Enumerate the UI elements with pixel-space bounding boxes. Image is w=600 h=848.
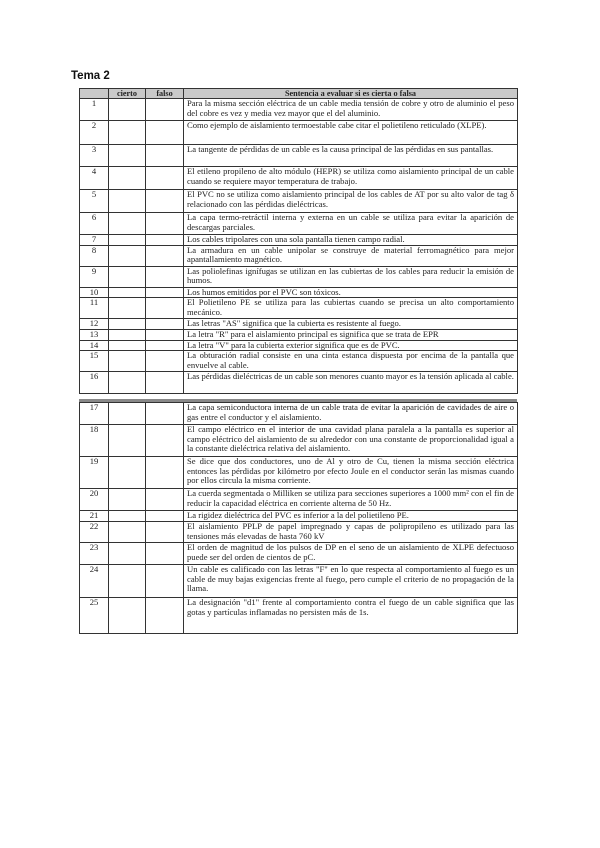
falso-cell[interactable] (146, 121, 184, 145)
statement-row (80, 213, 518, 235)
statement-row (80, 319, 518, 330)
falso-cell[interactable] (146, 403, 184, 425)
statement-text: La capa termo-retráctil interna y externa en un cable se utiliza para evitar la aparición de descargas parciales. (184, 213, 518, 235)
row-number: 5 (80, 190, 109, 213)
statement-text: La obturación radial consiste en una cinta estanca dispuesta por encima de la pantalla que envuelve al cable. (184, 351, 518, 372)
statement-text: La tangente de pérdidas de un cable es la causa principal de las pérdidas en sus pantallas. (184, 145, 518, 167)
statement-row (80, 340, 518, 351)
row-number: 8 (80, 245, 109, 266)
cierto-cell[interactable] (109, 372, 146, 394)
row-number: 22 (80, 522, 109, 543)
statement-row (80, 245, 518, 266)
row-number: 19 (80, 457, 109, 489)
falso-cell[interactable] (146, 213, 184, 235)
cierto-cell[interactable] (109, 330, 146, 341)
statement-row (80, 425, 518, 457)
falso-cell[interactable] (146, 266, 184, 287)
cierto-cell[interactable] (109, 245, 146, 266)
header-number (80, 89, 109, 99)
cierto-cell[interactable] (109, 287, 146, 298)
statement-row (80, 266, 518, 287)
statement-text: Las pérdidas dieléctricas de un cable son menores cuanto mayor es la tensión aplicada al cable. (184, 372, 518, 394)
row-number: 18 (80, 425, 109, 457)
header-falso: falso (146, 89, 184, 99)
statement-row (80, 372, 518, 394)
row-number: 21 (80, 511, 109, 522)
statement-text: El campo eléctrico en el interior de una cavidad plana paralela a la pantalla es superior al campo eléctrico del aislamiento de su alrededor con una constante de proporcionalidad igual a la constante dieléctrica relativa del aislamiento. (184, 425, 518, 457)
statement-text: Como ejemplo de aislamiento termoestable cabe citar el polietileno reticulado (XLPE). (184, 121, 518, 145)
cierto-cell[interactable] (109, 351, 146, 372)
falso-cell[interactable] (146, 145, 184, 167)
statement-row (80, 167, 518, 190)
statement-text: El aislamiento PPLP de papel impregnado y capas de polipropileno es utilizado para las tensiones más elevadas de hasta 760 kV (184, 522, 518, 543)
falso-cell[interactable] (146, 372, 184, 394)
row-number: 12 (80, 319, 109, 330)
cierto-cell[interactable] (109, 190, 146, 213)
cierto-cell[interactable] (109, 511, 146, 522)
statement-text: El PVC no se utiliza como aislamiento principal de los cables de AT por su alto valor de tag δ relacionado con las pérdidas dieléctricas. (184, 190, 518, 213)
cierto-cell[interactable] (109, 266, 146, 287)
statement-text: Se dice que dos conductores, uno de Al y otro de Cu, tienen la misma sección eléctrica entonces las pérdidas por kilómetro por efecto Joule en el conductor serán las mismas cuando por ellos circula la misma corriente. (184, 457, 518, 489)
cierto-cell[interactable] (109, 167, 146, 190)
row-number: 20 (80, 489, 109, 511)
falso-cell[interactable] (146, 425, 184, 457)
header-cierto: cierto (109, 89, 146, 99)
statement-row (80, 403, 518, 425)
row-number: 2 (80, 121, 109, 145)
cierto-cell[interactable] (109, 403, 146, 425)
falso-cell[interactable] (146, 190, 184, 213)
statement-row (80, 190, 518, 213)
cierto-cell[interactable] (109, 522, 146, 543)
header-row (80, 89, 518, 99)
row-number: 11 (80, 298, 109, 319)
falso-cell[interactable] (146, 340, 184, 351)
row-number: 7 (80, 235, 109, 246)
cierto-cell[interactable] (109, 340, 146, 351)
falso-cell[interactable] (146, 565, 184, 598)
row-number: 23 (80, 543, 109, 565)
statement-row (80, 121, 518, 145)
statement-row (80, 330, 518, 341)
falso-cell[interactable] (146, 167, 184, 190)
cierto-cell[interactable] (109, 213, 146, 235)
falso-cell[interactable] (146, 543, 184, 565)
row-number: 10 (80, 287, 109, 298)
falso-cell[interactable] (146, 298, 184, 319)
statement-text: Un cable es calificado con las letras "F" en lo que respecta al comportamiento al fuego es un cable de muy bajas exigencias frente al fuego, pero cumple el criterio de no propagación de la llama. (184, 565, 518, 598)
falso-cell[interactable] (146, 330, 184, 341)
falso-cell[interactable] (146, 99, 184, 121)
statement-text: La capa semiconductora interna de un cable trata de evitar la aparición de cavidades de aire o gas entre el conductor y el aislamiento. (184, 403, 518, 425)
cierto-cell[interactable] (109, 598, 146, 634)
statement-text: El Polietileno PE se utiliza para las cubiertas cuando se precisa un alto comportamiento mecánico. (184, 298, 518, 319)
cierto-cell[interactable] (109, 99, 146, 121)
statement-row (80, 457, 518, 489)
cierto-cell[interactable] (109, 489, 146, 511)
statement-row (80, 522, 518, 543)
statement-row (80, 145, 518, 167)
cierto-cell[interactable] (109, 543, 146, 565)
statement-text: La letra "R" para el aislamiento principal es significa que se trata de EPR (184, 330, 518, 341)
statement-row (80, 287, 518, 298)
cierto-cell[interactable] (109, 319, 146, 330)
row-number: 17 (80, 403, 109, 425)
cierto-cell[interactable] (109, 457, 146, 489)
statement-row (80, 565, 518, 598)
statement-row (80, 598, 518, 634)
header-statement: Sentencia a evaluar si es cierta o falsa (184, 89, 518, 99)
statement-row (80, 99, 518, 121)
row-number: 4 (80, 167, 109, 190)
row-number: 14 (80, 340, 109, 351)
falso-cell[interactable] (146, 489, 184, 511)
statement-row (80, 351, 518, 372)
statement-text: El orden de magnitud de los pulsos de DP en el seno de un aislamiento de XLPE defectuoso puede ser del orden de cientos de pC. (184, 543, 518, 565)
cierto-cell[interactable] (109, 235, 146, 246)
statement-text: La designación "d1" frente al comportamiento contra el fuego de un cable significa que las gotas y partículas inflamadas no persisten más de 1s. (184, 598, 518, 634)
falso-cell[interactable] (146, 287, 184, 298)
falso-cell[interactable] (146, 351, 184, 372)
row-number: 6 (80, 213, 109, 235)
statement-row (80, 489, 518, 511)
statement-text: Los cables tripolares con una sola pantalla tienen campo radial. (184, 235, 518, 246)
row-number: 24 (80, 565, 109, 598)
statement-text: Las letras "AS" significa que la cubierta es resistente al fuego. (184, 319, 518, 330)
cierto-cell[interactable] (109, 121, 146, 145)
falso-cell[interactable] (146, 457, 184, 489)
statement-row (80, 235, 518, 246)
row-number: 13 (80, 330, 109, 341)
statement-text: La letra "V" para la cubierta exterior significa que es de PVC. (184, 340, 518, 351)
falso-cell[interactable] (146, 598, 184, 634)
statement-text: La cuerda segmentada o Milliken se utiliza para secciones superiores a 1000 mm² con el fin de reducir la capacidad eléctrica en corriente alterna de 50 Hz. (184, 489, 518, 511)
statement-text: La armadura en un cable unipolar se construye de material ferromagnético para mejor apantallamiento magnético. (184, 245, 518, 266)
row-number: 9 (80, 266, 109, 287)
falso-cell[interactable] (146, 319, 184, 330)
section-title: Tema 2 (71, 70, 110, 82)
row-number: 3 (80, 145, 109, 167)
cierto-cell[interactable] (109, 298, 146, 319)
statement-text: Los humos emitidos por el PVC son tóxicos. (184, 287, 518, 298)
cierto-cell[interactable] (109, 565, 146, 598)
falso-cell[interactable] (146, 522, 184, 543)
statement-row (80, 511, 518, 522)
statement-row (80, 298, 518, 319)
cierto-cell[interactable] (109, 425, 146, 457)
statement-text: Para la misma sección eléctrica de un cable media tensión de cobre y otro de aluminio el peso del cobre es vez y media vez mayor que el del aluminio. (184, 99, 518, 121)
row-number: 16 (80, 372, 109, 394)
falso-cell[interactable] (146, 511, 184, 522)
row-number: 1 (80, 99, 109, 121)
statements-table-part-1 (79, 88, 518, 394)
statements-table-part-2 (79, 402, 518, 634)
row-number: 15 (80, 351, 109, 372)
statement-text: Las poliolefinas ignífugas se utilizan en las cubiertas de los cables para reducir la emisión de humos. (184, 266, 518, 287)
statement-text: El etileno propileno de alto módulo (HEPR) se utiliza como aislamiento principal de un cable cuando se requiere mayor temperatura de trabajo. (184, 167, 518, 190)
statement-text: La rigidez dieléctrica del PVC es inferior a la del polietileno PE. (184, 511, 518, 522)
cierto-cell[interactable] (109, 145, 146, 167)
row-number: 25 (80, 598, 109, 634)
falso-cell[interactable] (146, 245, 184, 266)
statement-row (80, 543, 518, 565)
falso-cell[interactable] (146, 235, 184, 246)
